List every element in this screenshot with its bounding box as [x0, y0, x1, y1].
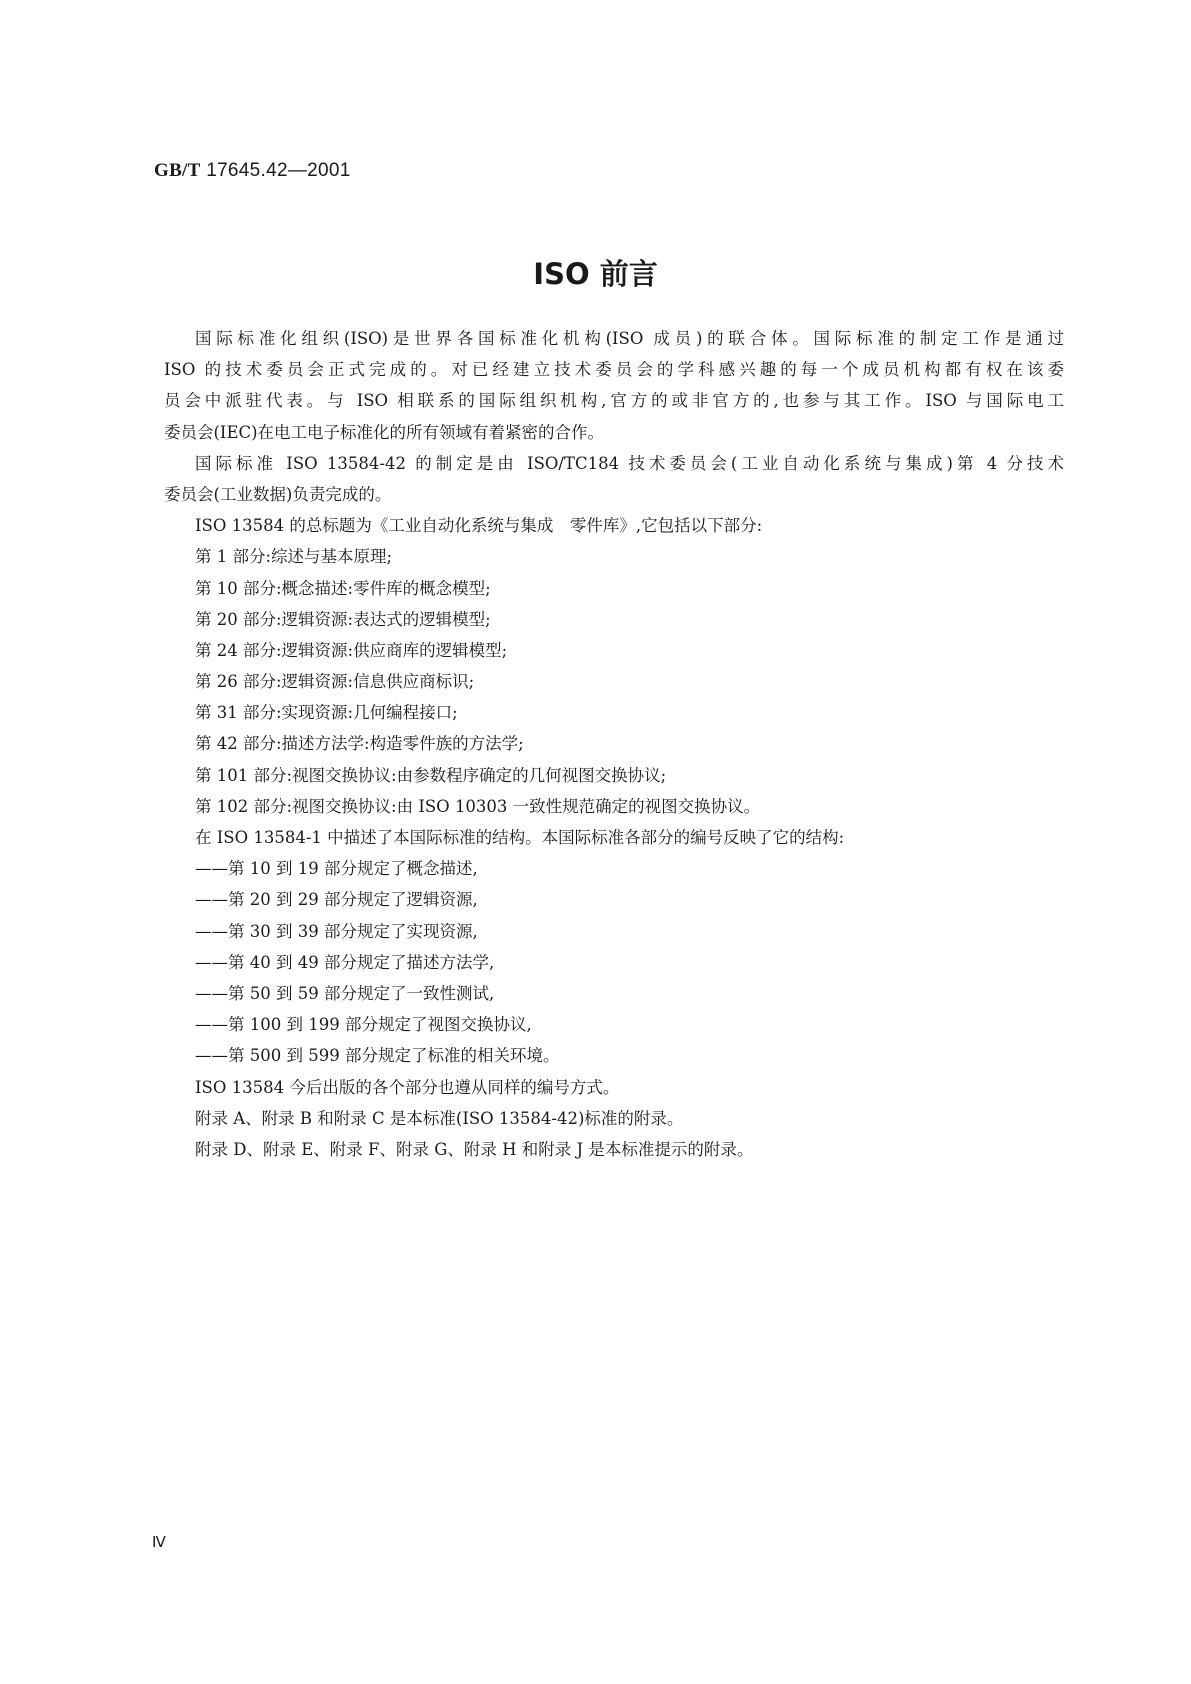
list-item: 第 20 部分:逻辑资源:表达式的逻辑模型;: [195, 609, 491, 629]
document-code-number: 17645.42—2001: [206, 160, 351, 181]
list-item: 第 10 部分:概念描述:零件库的概念模型;: [195, 578, 491, 598]
list-item: 附录 A、附录 B 和附录 C 是本标准(ISO 13584-42)标准的附录。: [195, 1108, 684, 1128]
list-item: ——第 500 到 599 部分规定了标准的相关环境。: [195, 1046, 560, 1066]
list-item: ——第 10 到 19 部分规定了概念描述,: [195, 859, 478, 879]
list-item: 第 42 部分:描述方法学:构造零件族的方法学;: [195, 734, 524, 754]
page-number: Ⅳ: [152, 1535, 166, 1551]
paragraph-prepared-by: [164, 448, 1064, 510]
list-item: ——第 30 到 39 部分规定了实现资源,: [195, 921, 478, 941]
list-item: ——第 40 到 49 部分规定了描述方法学,: [195, 952, 495, 972]
list-item: 第 102 部分:视图交换协议:由 ISO 10303 一致性规范确定的视图交换协议。: [195, 796, 761, 816]
document-code: [154, 160, 351, 182]
list-item: 第 31 部分:实现资源:几何编程接口;: [195, 703, 458, 723]
text-line: ISO 的技术委员会正式完成的。对已经建立技术委员会的学科感兴趣的每一个成员机构都有权在该委: [164, 360, 1064, 380]
list-item: ——第 100 到 199 部分规定了视图交换协议,: [195, 1015, 532, 1035]
list-item: 附录 D、附录 E、附录 F、附录 G、附录 H 和附录 J 是本标准提示的附录。: [195, 1139, 754, 1159]
text-line: 员会中派驻代表。与 ISO 相联系的国际组织机构,官方的或非官方的,也参与其工作。ISO 与国际电工: [164, 391, 1064, 411]
list-item: 第 26 部分:逻辑资源:信息供应商标识;: [195, 672, 475, 692]
text-line: 国际标准化组织(ISO)是世界各国标准化机构(ISO 成员)的联合体。国际标准的制定工作是通过: [195, 329, 1064, 348]
paragraph-iso-intro: [164, 323, 1064, 448]
text-line: 委员会(工业数据)负责完成的。: [164, 484, 392, 504]
list-item: 第 101 部分:视图交换协议:由参数程序确定的几何视图交换协议;: [195, 765, 667, 785]
list-item: ISO 13584 今后出版的各个部分也遵从同样的编号方式。: [195, 1077, 620, 1097]
list-item: ISO 13584 的总标题为《工业自动化系统与集成 零件库》,它包括以下部分:: [195, 516, 763, 536]
list-item: 第 24 部分:逻辑资源:供应商库的逻辑模型;: [195, 640, 508, 660]
text-line: 委员会(IEC)在电工电子标准化的所有领域有着紧密的合作。: [164, 422, 605, 442]
list-item: 在 ISO 13584-1 中描述了本国际标准的结构。本国际标准各部分的编号反映了它的结构:: [195, 828, 845, 847]
parts-list: [164, 510, 1064, 1165]
body-text: [164, 323, 1064, 1165]
document-code-prefix: GB/T: [154, 160, 201, 181]
list-item: ——第 50 到 59 部分规定了一致性测试,: [195, 983, 495, 1003]
list-item: 第 1 部分:综述与基本原理;: [195, 547, 393, 567]
list-item: ——第 20 到 29 部分规定了逻辑资源,: [195, 890, 478, 910]
page-title: ISO 前言: [533, 257, 658, 291]
text-line: 国际标准 ISO 13584-42 的制定是由 ISO/TC184 技术委员会(工业自动化系统与集成)第 4 分技术: [195, 453, 1064, 473]
